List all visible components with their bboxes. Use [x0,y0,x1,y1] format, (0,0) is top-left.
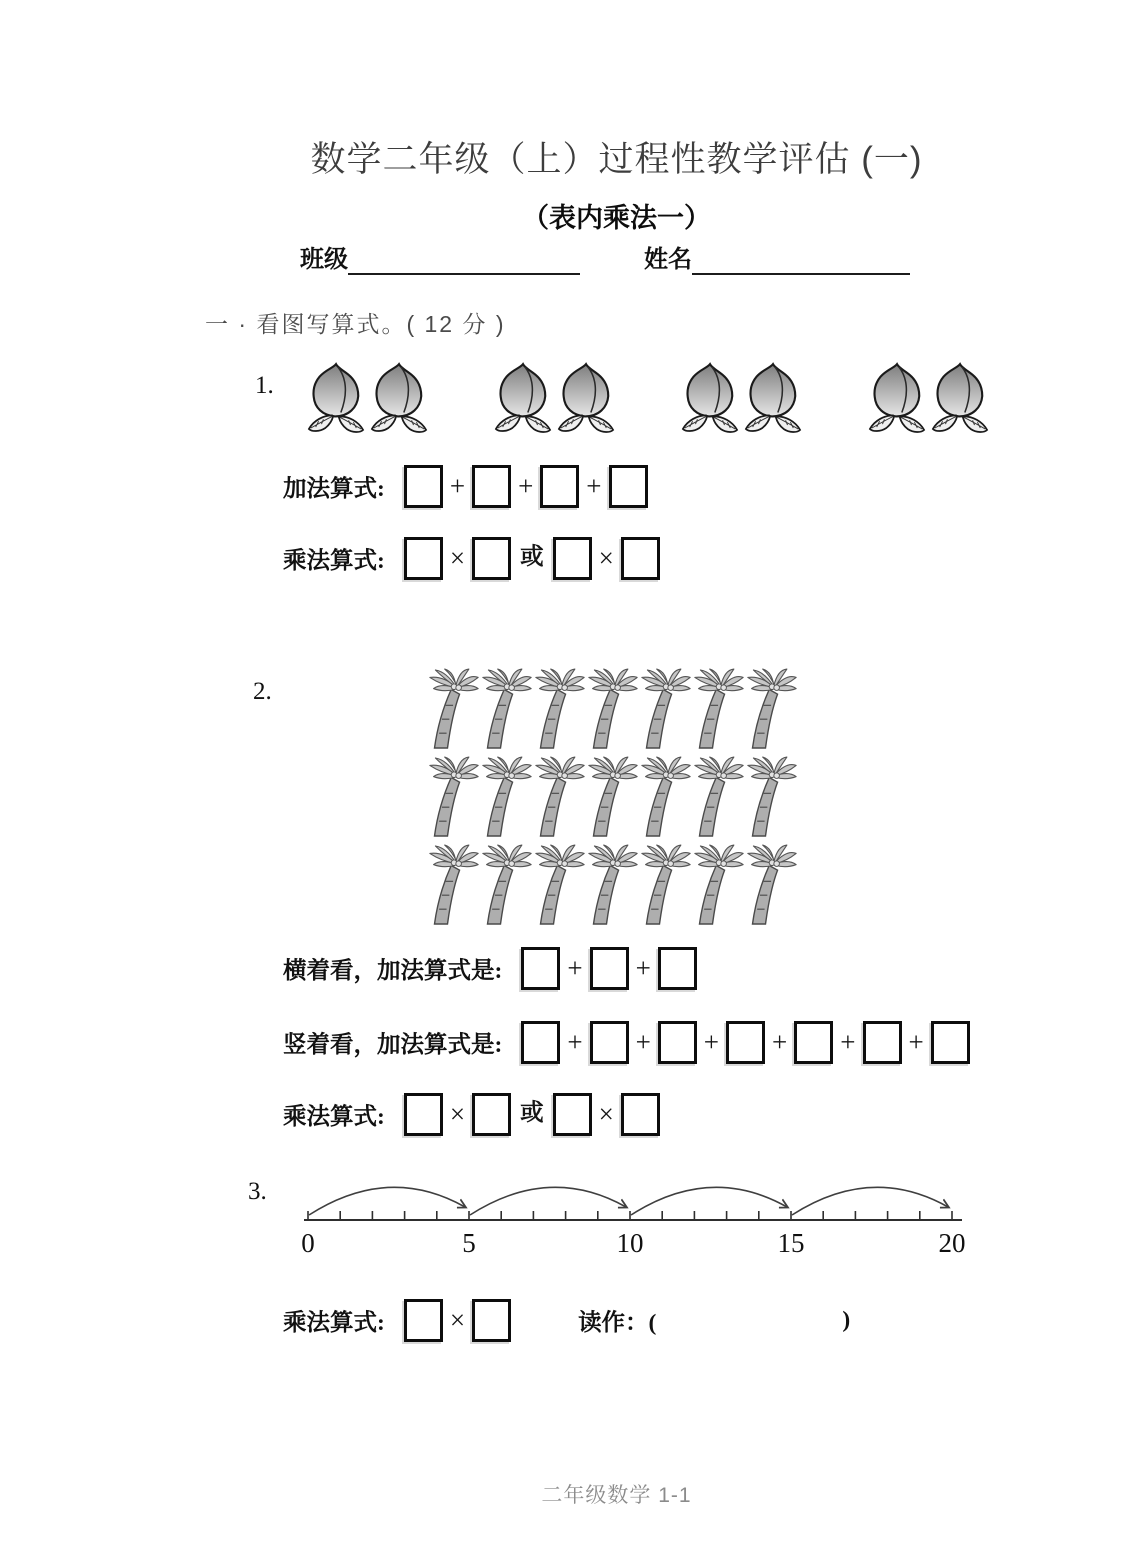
number-line-label: 15 [777,1228,805,1258]
operator: + [908,1026,924,1057]
number-line-label: 0 [301,1228,315,1258]
palm-tree-icon [693,666,745,752]
operator: + [449,470,466,501]
operator: × [598,1098,614,1129]
palm-tree-icon [481,666,533,752]
answer-box[interactable] [404,1093,443,1136]
name-input-line[interactable] [692,245,910,275]
number-line-label: 10 [616,1228,644,1258]
operator: + [772,1026,788,1057]
answer-box[interactable] [590,947,629,990]
multiplication-label: 乘法算式: [283,548,385,574]
palm-tree-icon [428,666,480,752]
peach-icon [556,360,616,436]
operator: + [518,470,534,501]
palm-tree-icon [587,842,639,928]
class-input-line[interactable] [348,245,580,275]
operator: × [449,1098,466,1129]
operator: × [598,542,614,573]
operator: + [840,1026,856,1057]
palm-tree-icon [534,842,586,928]
page-footer: 二年级数学 1-1 [541,1484,692,1507]
answer-box[interactable] [931,1021,970,1064]
operator: + [586,470,602,501]
answer-box[interactable] [472,1299,511,1342]
operator: + [703,1026,720,1057]
answer-box[interactable] [472,537,511,580]
operator: + [635,1026,651,1057]
peach-groups [306,360,990,436]
operator: × [449,542,466,573]
peach-icon [369,360,429,436]
answer-box[interactable] [794,1021,833,1064]
q2-row-addition [283,946,704,990]
palm-tree-icon [746,754,798,840]
palm-tree-icon [746,842,798,928]
q2-multiplication-row [283,1092,667,1136]
question2-number: 2. [253,678,272,705]
palm-tree-icon [693,842,745,928]
answer-box[interactable] [609,465,648,508]
class-label: 班级 [300,247,348,273]
row-addition-equation [514,947,703,990]
palm-tree-grid [428,666,799,930]
peach-group [493,360,616,436]
read-as-label: 读作：( [578,1310,657,1336]
number-line-shapes [304,1187,962,1220]
q3-multiplication-row [283,1298,850,1342]
question3-number: 3. [248,1178,267,1205]
palm-tree-icon [428,842,480,928]
peach-icon [306,360,366,436]
multiplication-equation [397,1299,518,1342]
name-label: 姓名 [644,247,692,273]
number-line [298,1160,970,1260]
palm-tree-icon [481,842,533,928]
read-as-blank[interactable] [656,1305,842,1335]
peach-icon [930,360,990,436]
peach-icon [493,360,553,436]
operator: × [449,1304,466,1335]
operator: + [567,952,583,983]
palm-tree-icon [640,842,692,928]
answer-box[interactable] [521,1021,560,1064]
answer-box[interactable] [472,1093,511,1136]
peach-icon [743,360,803,436]
question1-number: 1. [255,372,274,399]
page-title: 数学二年级（上）过程性教学评估 (一) [310,140,923,179]
answer-box[interactable] [404,537,443,580]
palm-tree-icon [693,754,745,840]
peach-group [680,360,803,436]
addition-equation [397,465,655,508]
q2-col-addition [283,1020,977,1064]
multiplication-label: 乘法算式: [283,1104,385,1130]
answer-box[interactable] [521,947,560,990]
answer-box[interactable] [621,537,660,580]
col-addition-label: 竖着看，加法算式是: [283,1032,503,1058]
operator: 或 [520,1100,544,1127]
multiplication-label: 乘法算式: [283,1310,385,1336]
palm-tree-icon [746,666,798,752]
q1-addition-row [283,464,655,508]
answer-box[interactable] [658,947,697,990]
q1-multiplication-row [283,536,667,580]
row-addition-label: 横着看，加法算式是: [283,958,503,984]
answer-box[interactable] [404,1299,443,1342]
student-fields [300,241,910,275]
answer-box[interactable] [553,1093,592,1136]
multiplication-equation [397,1093,667,1136]
palm-tree-icon [428,754,480,840]
multiplication-equation [397,537,667,580]
peach-icon [680,360,740,436]
palm-tree-icon [640,754,692,840]
number-line-label: 5 [462,1228,476,1258]
answer-box[interactable] [472,465,511,508]
operator: 或 [520,544,544,571]
palm-tree-icon [640,666,692,752]
peach-group [306,360,429,436]
operator: + [635,952,651,983]
peach-icon [867,360,927,436]
palm-tree-icon [534,754,586,840]
answer-box[interactable] [553,537,592,580]
read-as-close-paren: ) [842,1306,851,1333]
answer-box[interactable] [404,465,443,508]
section-heading: 一 · 看图写算式。( 12 分 ) [205,311,506,337]
answer-box[interactable] [726,1021,765,1064]
answer-box[interactable] [621,1093,660,1136]
operator: + [567,1026,583,1057]
palm-tree-icon [534,666,586,752]
answer-box[interactable] [540,465,579,508]
answer-box[interactable] [863,1021,902,1064]
col-addition-equation [514,1021,976,1064]
addition-label: 加法算式: [283,476,385,502]
palm-tree-icon [587,666,639,752]
palm-tree-icon [587,754,639,840]
peach-group [867,360,990,436]
number-line-label: 20 [938,1228,966,1258]
page-subtitle: （表内乘法一） [522,203,711,233]
answer-box[interactable] [658,1021,697,1064]
answer-box[interactable] [590,1021,629,1064]
palm-tree-icon [481,754,533,840]
